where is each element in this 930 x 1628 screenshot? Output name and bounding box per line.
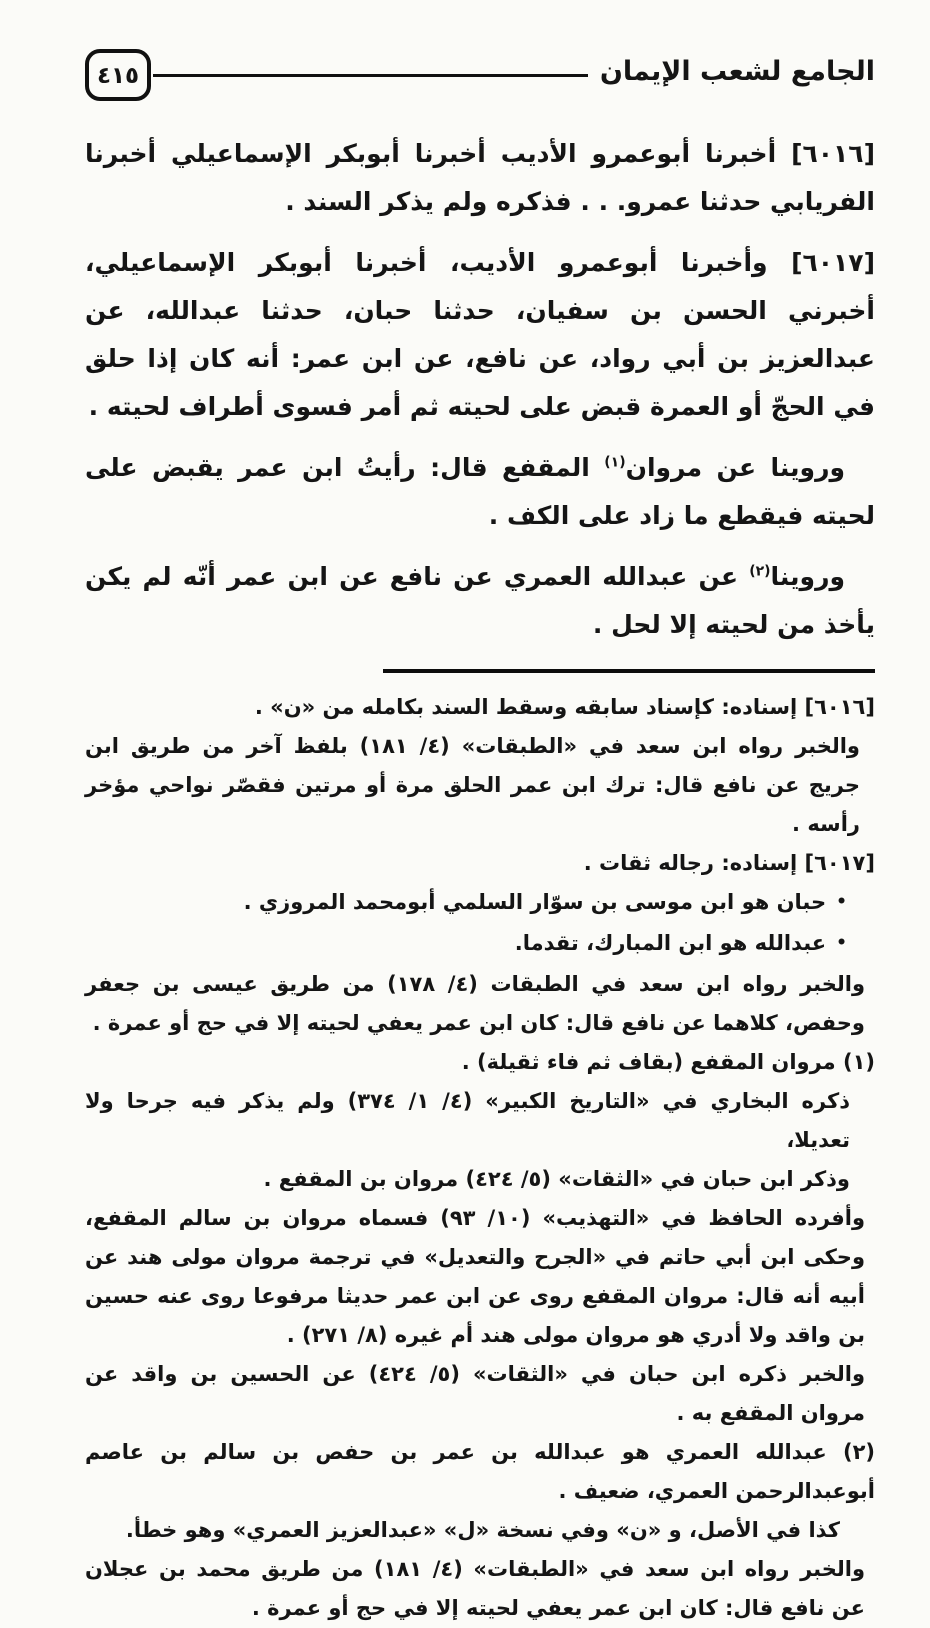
hadith-paragraph xyxy=(85,553,875,649)
paragraph-text: [٦٠١٧] وأخبرنا أبوعمرو الأديب، أخبرنا أبوبكر الإسماعيلي، أخبرني الحسن بن سفيان، حدثنا حبان، حدثنا عبدالله، عن عبدالعزيز بن أبي رواد، عن نافع، عن ابن عمر: أنه كان إذا حلق في الحجّ أو العمرة قبض على لحيته ثم أمر فسوى أطراف لحيته . xyxy=(85,248,875,421)
bullet-icon: • xyxy=(836,933,847,953)
footnote-entry xyxy=(85,844,875,883)
main-text-block xyxy=(85,130,875,649)
footnote-entry xyxy=(85,727,875,844)
paragraph-text: وروينا عن مروان xyxy=(625,453,845,482)
header-rule xyxy=(153,74,588,77)
footnote-text: حبان هو ابن موسى بن سوّار السلمي أبومحمد المروزي . xyxy=(243,890,827,914)
bullet-icon: • xyxy=(836,892,847,912)
footnote-entry xyxy=(85,965,875,1043)
footnote-text: [٦٠١٧] إسناده: رجاله ثقات . xyxy=(583,851,875,875)
footnote-text: [٦٠١٦] إسناده: كإسناد سابقه وسقط السند بكامله من «ن» . xyxy=(254,695,875,719)
hadith-paragraph xyxy=(85,130,875,226)
footnotes-block xyxy=(85,688,875,1628)
footnote-marker: (١) xyxy=(604,454,626,471)
footnote-entry xyxy=(85,1355,875,1433)
footnote-entry xyxy=(85,883,875,924)
footnote-entry xyxy=(85,924,875,965)
footnote-entry xyxy=(85,1199,875,1355)
page-number-badge xyxy=(85,49,151,101)
footnote-text: والخبر رواه ابن سعد في الطبقات (٤/ ١٧٨) من طريق عيسى بن جعفر وحفص، كلاهما عن نافع قال: كان ابن عمر يعفي لحيته إلا في حج أو عمرة . xyxy=(85,972,865,1035)
hadith-paragraph xyxy=(85,444,875,540)
footnote-text: والخبر ذكره ابن حبان في «الثقات» (٥/ ٤٢٤) عن الحسين بن واقد عن مروان المقفع به . xyxy=(85,1362,865,1425)
footnote-separator xyxy=(383,669,875,673)
footnote-marker: (٢) xyxy=(749,563,771,580)
footnote-text: والخبر رواه ابن سعد في «الطبقات» (٤/ ١٨١) بلفظ آخر من طريق ابن جريج عن نافع قال: ترك ابن عمر الحلق مرة أو مرتين فقصّر نواحي مؤخر رأسه . xyxy=(85,734,860,836)
page-header xyxy=(85,46,875,104)
footnote-entry xyxy=(85,688,875,727)
paragraph-text: [٦٠١٦] أخبرنا أبوعمرو الأديب أخبرنا أبوبكر الإسماعيلي أخبرنا الفريابي حدثنا عمرو. . . فذكره ولم يذكر السند . xyxy=(85,139,875,216)
footnote-entry xyxy=(85,1511,875,1550)
paragraph-text: وروينا xyxy=(770,562,845,591)
footnote-entry xyxy=(85,1082,875,1160)
footnote-text: وذكر ابن حبان في «الثقات» (٥/ ٤٢٤) مروان بن المقفع . xyxy=(263,1167,850,1191)
book-title: الجامع لشعب الإيمان xyxy=(599,55,875,87)
paragraph-text: عن عبدالله العمري عن نافع عن ابن عمر أنّه لم يكن يأخذ من لحيته إلا لحل . xyxy=(85,562,875,639)
footnote-entry xyxy=(85,1043,875,1082)
paragraph-text: المقفع قال: رأيتُ ابن عمر يقبض على لحيته فيقطع ما زاد على الكف . xyxy=(85,453,875,530)
footnote-entry xyxy=(85,1433,875,1511)
footnote-text: (٢) عبدالله العمري هو عبدالله بن عمر بن حفص بن سالم بن عاصم أبوعبدالرحمن العمري، ضعيف . xyxy=(85,1440,875,1503)
footnote-entry xyxy=(85,1550,875,1628)
hadith-paragraph xyxy=(85,239,875,431)
footnote-text: ذكره البخاري في «التاريخ الكبير» (٤/ ١/ ٣٧٤) ولم يذكر فيه جرحا ولا تعديلا، xyxy=(85,1089,850,1152)
footnote-entry xyxy=(85,1160,875,1199)
footnote-text: كذا في الأصل، و «ن» وفي نسخة «ل» «عبدالعزيز العمري» وهو خطأ. xyxy=(125,1518,840,1542)
footnote-text: (١) مروان المقفع (بقاف ثم فاء ثقيلة) . xyxy=(461,1050,875,1074)
page-number: ٤١٥ xyxy=(96,62,140,89)
footnote-text: وأفرده الحافظ في «التهذيب» (١٠/ ٩٣) فسماه مروان بن سالم المقفع، وحكى ابن أبي حاتم في «الجرح والتعديل» في ترجمة مروان مولى هند عن أبيه أنه قال: مروان المقفع روى عن ابن عمر حديثا مرفوعا روى عنه حسين بن واقد ولا أدري هو مروان مولى هند أم غيره (٨/ ٢٧١) . xyxy=(85,1206,865,1347)
footnote-text: عبدالله هو ابن المبارك، تقدما. xyxy=(514,931,827,955)
footnote-text: والخبر رواه ابن سعد في «الطبقات» (٤/ ١٨١) من طريق محمد بن عجلان عن نافع قال: كان ابن عمر يعفي لحيته إلا في حج أو عمرة . xyxy=(85,1557,866,1620)
